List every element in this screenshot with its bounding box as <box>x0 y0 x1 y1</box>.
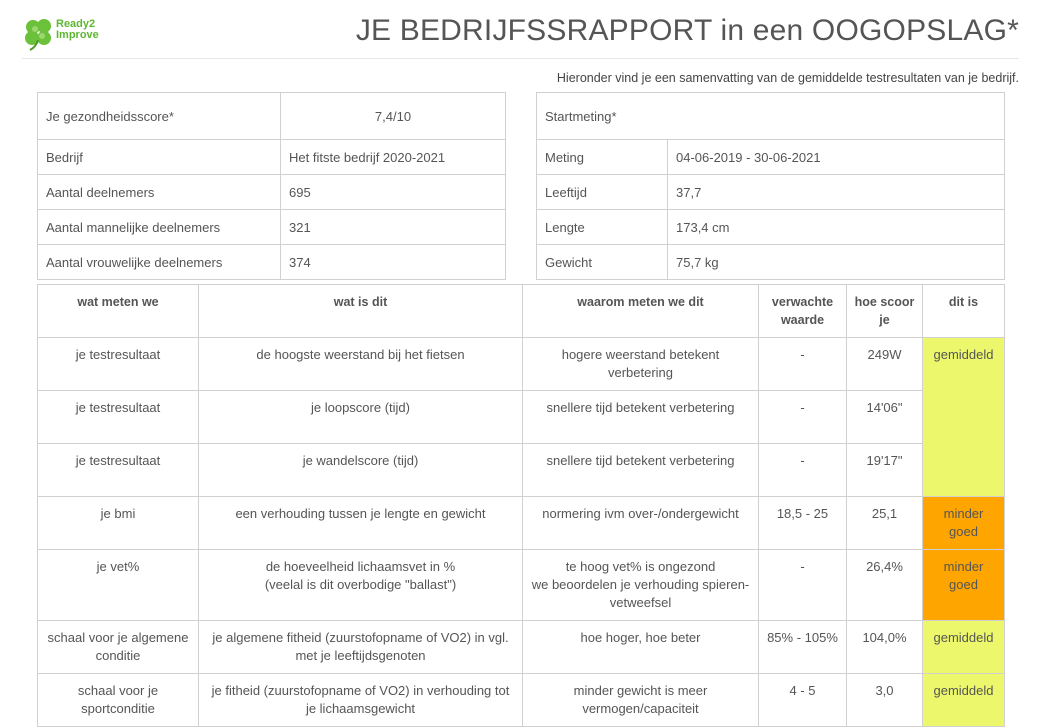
summary-label: Aantal mannelijke deelnemers <box>38 210 281 245</box>
why-cell: snellere tijd betekent verbetering <box>523 444 759 497</box>
page-title: JE BEDRIJFSSRAPPORT in een OOGOPSLAG* <box>355 14 1019 47</box>
startmeting-value: 75,7 kg <box>668 245 1005 280</box>
what-cell: je testresultaat <box>38 391 199 444</box>
col-header-desc: wat is dit <box>199 285 523 338</box>
startmeting-row <box>537 175 1005 210</box>
table-row <box>38 550 1005 621</box>
desc-cell: je fitheid (zuurstofopname of VO2) in verhouding tot je lichaamsgewicht <box>199 674 523 727</box>
why-line: we beoordelen je verhouding spieren-vetweefsel <box>531 577 750 610</box>
startmeting-label: Gewicht <box>537 245 668 280</box>
col-header-status: dit is <box>923 285 1005 338</box>
desc-line: (veelal is dit overbodige "ballast") <box>264 577 457 592</box>
expected-cell: - <box>759 550 847 621</box>
summary-label: Aantal deelnemers <box>38 175 281 210</box>
desc-cell: de hoogste weerstand bij het fietsen <box>199 338 523 391</box>
summary-row <box>38 245 506 280</box>
desc-cell <box>199 550 523 621</box>
summary-label: Je gezondheidsscore* <box>38 93 281 140</box>
why-cell: snellere tijd betekent verbetering <box>523 391 759 444</box>
why-cell: minder gewicht is meer vermogen/capaciteit <box>523 674 759 727</box>
summary-label: Bedrijf <box>38 140 281 175</box>
score-cell: 104,0% <box>847 621 923 674</box>
score-cell: 19'17" <box>847 444 923 497</box>
status-badge: gemiddeld <box>923 338 1005 497</box>
what-cell: je vet% <box>38 550 199 621</box>
summary-value: 374 <box>281 245 506 280</box>
status-badge: minder goed <box>923 550 1005 621</box>
expected-cell: 4 - 5 <box>759 674 847 727</box>
expected-cell: 85% - 105% <box>759 621 847 674</box>
expected-cell: - <box>759 391 847 444</box>
startmeting-label: Lengte <box>537 210 668 245</box>
startmeting-title-row <box>537 93 1005 140</box>
what-cell: je bmi <box>38 497 199 550</box>
score-cell: 3,0 <box>847 674 923 727</box>
table-row <box>38 621 1005 674</box>
desc-line: de hoeveelheid lichaamsvet in % <box>265 559 456 574</box>
what-cell: je testresultaat <box>38 444 199 497</box>
summary-row <box>38 140 506 175</box>
status-badge: minder goed <box>923 497 1005 550</box>
status-badge: gemiddeld <box>923 674 1005 727</box>
score-cell: 249W <box>847 338 923 391</box>
table-row <box>38 444 1005 497</box>
desc-cell: een verhouding tussen je lengte en gewicht <box>199 497 523 550</box>
logo-text: Ready2 Improve <box>56 18 99 41</box>
expected-cell: - <box>759 444 847 497</box>
results-table <box>37 284 1005 727</box>
desc-cell: je wandelscore (tijd) <box>199 444 523 497</box>
why-cell: hoe hoger, hoe beter <box>523 621 759 674</box>
col-header-what: wat meten we <box>38 285 199 338</box>
startmeting-row <box>537 210 1005 245</box>
summary-row <box>38 175 506 210</box>
what-cell: schaal voor je sportconditie <box>38 674 199 727</box>
status-badge: gemiddeld <box>923 621 1005 674</box>
col-header-score: hoe scoor je <box>847 285 923 338</box>
summary-table <box>37 92 506 280</box>
desc-cell: je loopscore (tijd) <box>199 391 523 444</box>
why-cell: hogere weerstand betekent verbetering <box>523 338 759 391</box>
why-line: te hoog vet% is ongezond <box>565 559 716 574</box>
startmeting-value: 04-06-2019 - 30-06-2021 <box>668 140 1005 175</box>
summary-value: Het fitste bedrijf 2020-2021 <box>281 140 506 175</box>
expected-cell: 18,5 - 25 <box>759 497 847 550</box>
summary-label: Aantal vrouwelijke deelnemers <box>38 245 281 280</box>
why-cell <box>523 550 759 621</box>
desc-cell: je algemene fitheid (zuurstofopname of VO2) in vgl. met je leeftijdsgenoten <box>199 621 523 674</box>
table-row <box>38 497 1005 550</box>
what-cell: schaal voor je algemene conditie <box>38 621 199 674</box>
startmeting-title: Startmeting* <box>537 93 1005 140</box>
score-cell: 26,4% <box>847 550 923 621</box>
page-subtitle: Hieronder vind je een samenvatting van de gemiddelde testresultaten van je bedrijf. <box>556 71 1019 85</box>
table-row <box>38 338 1005 391</box>
summary-value: 321 <box>281 210 506 245</box>
startmeting-row <box>537 245 1005 280</box>
table-row <box>38 674 1005 727</box>
startmeting-label: Leeftijd <box>537 175 668 210</box>
startmeting-row <box>537 140 1005 175</box>
startmeting-label: Meting <box>537 140 668 175</box>
startmeting-table <box>536 92 1005 280</box>
results-header-row <box>38 285 1005 338</box>
expected-cell: - <box>759 338 847 391</box>
what-cell: je testresultaat <box>38 338 199 391</box>
startmeting-value: 173,4 cm <box>668 210 1005 245</box>
health-score: 7,4/10 <box>281 93 506 140</box>
table-row <box>38 391 1005 444</box>
summary-row <box>38 210 506 245</box>
why-cell: normering ivm over-/ondergewicht <box>523 497 759 550</box>
header-divider <box>22 58 1019 59</box>
summary-value: 695 <box>281 175 506 210</box>
col-header-expected: verwachte waarde <box>759 285 847 338</box>
summary-row <box>38 93 506 140</box>
score-cell: 25,1 <box>847 497 923 550</box>
col-header-why: waarom meten we dit <box>523 285 759 338</box>
score-cell: 14'06" <box>847 391 923 444</box>
startmeting-value: 37,7 <box>668 175 1005 210</box>
